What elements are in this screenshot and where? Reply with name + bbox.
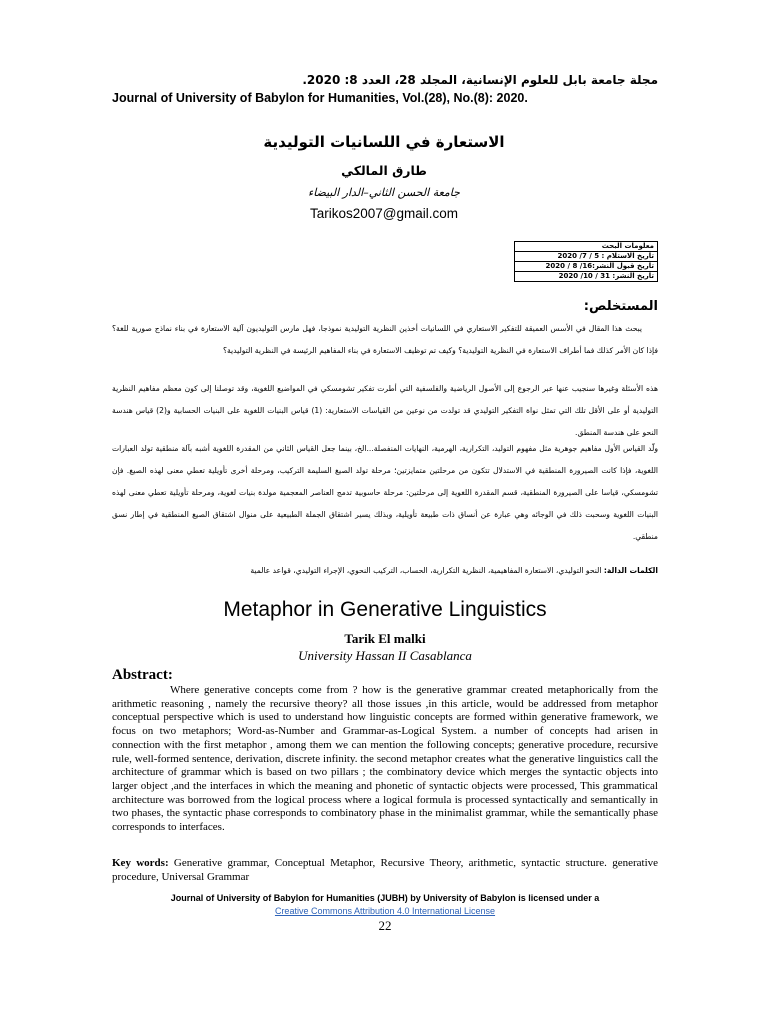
arabic-paragraph-text: يبحث هذا المقال في الأسس العميقة للتفكير الاستعاري في اللسانيات أخذين النظرية التوليدية نموذجا، فهل مارس التوليديون آلية الاستعارة في بناء نماذج صورية للغة؟ فإذا كان الأمر كذلك فما أطراف الاستعارة في النظرية التوليدية؟ وكيف تم توظيف الاستعارة في بناء المفاهيم الرئيسة في النظرية التوليدية؟: [112, 324, 658, 355]
journal-citation-arabic: مجلة جامعة بابل للعلوم الإنسانية، المجلد 28، العدد 8: 2020.: [302, 73, 658, 87]
english-keywords: [112, 856, 658, 884]
arabic-abstract-paragraph-2: [112, 378, 658, 444]
info-received-date: تاريخ الاستلام : 5 / 7/ 2020: [515, 252, 658, 262]
license-statement: Journal of University of Babylon for Humanities (JUBH) by University of Babylon is licensed under a: [170, 893, 600, 903]
english-abstract-heading: Abstract:: [112, 667, 173, 683]
arabic-keywords-label: الكلمات الدالة:: [603, 566, 658, 575]
arabic-author: طارق المالكي: [341, 163, 427, 178]
english-abstract-text: Where generative concepts come from ? how is the generative grammar created metaphorically from the arithmetic reasoning , namely the recursive theory? all those issues ,in this article, would be addressed from metaphor conceptual perspective which is used to understand how linguistic concepts are formed within generative framework, we focus on two metaphors; Word-as-Number and Grammar-as-Logical System. a number of concepts had arisen in connection with the first metaphor , among them we can mention the following concepts; generative procedure, recursive rule, well-formed sentence, derivation, discrete infinity. the second metaphor creates what the generative linguistics call the architecture of grammar which is based on two pillars ; the combinatory device which merges the syntactic objects into larger object ,and the interfaces in which the meaning and phonetic of syntactic objects were processed, This grammatical architecture was borrowed from the logical process where a logical formula is processed syntactically and semantically in two phases, the syntactic phase corresponds to combinatory phase in the minimalist grammar, while the semantically phase corresponds to interfaces.: [112, 684, 658, 834]
arabic-paragraph-text: هذه الأسئلة وغيرها سنجيب عنها عبر الرجوع إلى الأصول الرياضية والفلسفية التي أطرت تفكير تشومسكي في المواضيع اللغوية، وقد توصلنا إلى كون معظم مفاهيم النظرية التوليدية أو على الأقل تلك التي تمثل نواة التفكير التوليدي قد تولدت من نوعين من القياسات الاستعارية: (1) قياس البنيات اللغوية على البنيات الحسابية و(2) قياس هندسة النحو على هندسة المنطق.: [112, 384, 658, 437]
arabic-paragraph-text: ولّد القياس الأول مفاهيم جوهرية مثل مفهوم التوليد، التكرارية، الهرمية، النهايات المنفصلة...الخ، بينما جعل القياس الثاني من المقدرة اللغوية أشبه بآلة منطقية تولد العبارات اللغوية، فإذا كانت الصيرورة المنطقية في الاستدلال تتكون من مرحلتين متمايزتين؛ مرحلة تولد الصيغ السليمة التركيب، ومرحلة أخرى تأويلية تعطي معنى لهذه الصيغ. فإن تشومسكي، قياسا على الصيرورة المنطقية، قسم المقدرة اللغوية إلى مرحلتين: مرحلة حاسوبية تدمج العناصر المعجمية مولدة بنيات لغوية، ومرحلة تأويلية تعطي معنى لهذه البنيات اللغوية وسحبت ذلك في الوجائه وهي عبارة عن أنساق ذات طبيعة تأويلية، وبذلك يسير اشتقاق الجملة الطبيعية على منوال اشتقاق الصيغ المنطقية في إطار نسق منطقي.: [112, 444, 658, 541]
english-affiliation: University Hassan II Casablanca: [298, 648, 472, 663]
info-accepted-date: تاريخ قبول النشر:16/ 8 / 2020: [515, 262, 658, 272]
english-abstract: [112, 684, 658, 835]
arabic-keywords: [112, 560, 658, 582]
arabic-abstract-heading: المستخلص:: [583, 299, 658, 314]
info-heading: معلومات البحث: [515, 242, 658, 252]
arabic-keywords-text: النحو التوليدي، الاستعارة المفاهيمية، النظرية التكرارية، الحساب، التركيب النحوي، الإجراء التوليدي، قواعد عالمية: [250, 566, 602, 575]
arabic-abstract-paragraph-1: [112, 318, 658, 362]
arabic-affiliation: جامعة الحسن الثاني–الدار البيضاء: [308, 186, 460, 199]
license-link-row: [112, 905, 658, 918]
author-email: Tarikos2007@gmail.com: [309, 206, 458, 221]
license-link[interactable]: Creative Commons Attribution 4.0 International License: [274, 906, 496, 916]
article-info-table: [514, 241, 658, 282]
english-title: Metaphor in Generative Linguistics: [223, 598, 547, 621]
arabic-title: الاستعارة في اللسانيات التوليدية: [263, 133, 505, 151]
english-keywords-label: Key words:: [112, 857, 169, 869]
english-keywords-text: Generative grammar, Conceptual Metaphor, Recursive Theory, arithmetic, syntactic structure. generative procedure, Universal Grammar: [112, 857, 659, 883]
info-published-date: تاريخ النشر: 31 / 10/ 2020: [515, 272, 658, 282]
journal-citation-english: Journal of University of Babylon for Humanities, Vol.(28), No.(8): 2020.: [112, 91, 528, 105]
english-author: Tarik El malki: [344, 631, 426, 646]
page-number: 22: [378, 918, 392, 933]
arabic-abstract-paragraph-3: [112, 438, 658, 548]
